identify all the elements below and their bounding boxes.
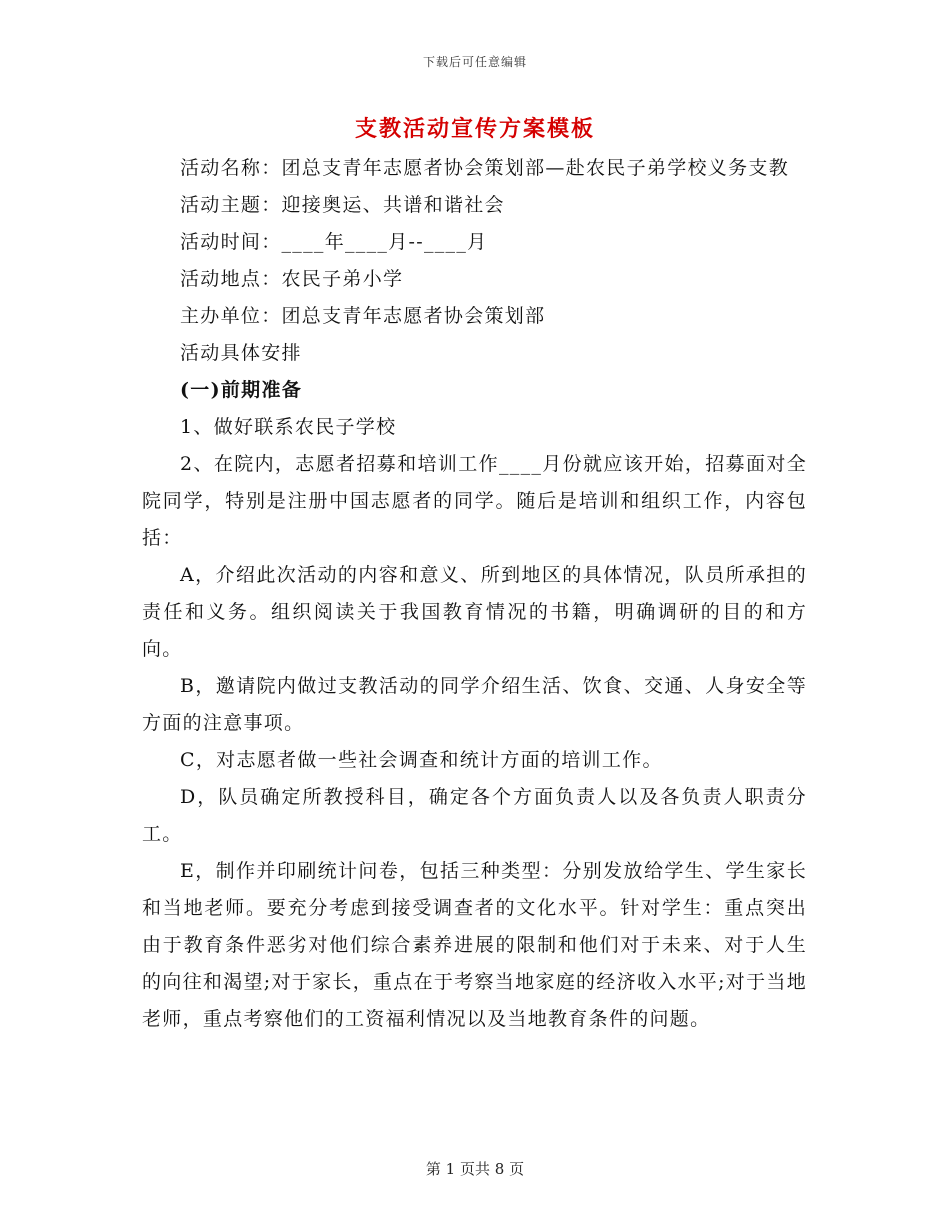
paragraph-item-d: D，队员确定所教授科目，确定各个方面负责人以及各负责人职责分工。 — [142, 786, 807, 845]
paragraph-activity-location: 活动地点：农民子弟小学 — [180, 268, 404, 290]
paragraph-item-2: 2、在院内，志愿者招募和培训工作____月份就应该开始，招募面对全院同学，特别是注册中国志愿者的同学。随后是培训和组织工作，内容包括： — [142, 453, 807, 549]
paragraph-item-b: B，邀请院内做过支教活动的同学介绍生活、饮食、交通、人身安全等方面的注意事项。 — [142, 675, 807, 734]
page-number-footer: 第 1 页共 8 页 — [425, 1160, 525, 1178]
paragraph-item-1: 1、做好联系农民子学校 — [180, 416, 397, 438]
section-heading-preparation: (一)前期准备 — [180, 379, 303, 401]
paragraph-activity-name: 活动名称：团总支青年志愿者协会策划部—赴农民子弟学校义务支教 — [180, 157, 790, 179]
paragraph-activity-theme: 活动主题：迎接奥运、共谱和谐社会 — [180, 194, 505, 216]
document-body — [142, 150, 807, 1038]
paragraph-arrangement-heading: 活动具体安排 — [180, 342, 302, 364]
paragraph-item-a: A，介绍此次活动的内容和意义、所到地区的具体情况，队员所承担的责任和义务。组织阅读关于我国教育情况的书籍，明确调研的目的和方向。 — [142, 564, 807, 660]
paragraph-organizer: 主办单位：团总支青年志愿者协会策划部 — [180, 305, 546, 327]
paragraph-item-c: C，对志愿者做一些社会调查和统计方面的培训工作。 — [180, 749, 663, 771]
document-title: 支教活动宣传方案模板 — [354, 116, 595, 142]
paragraph-activity-time: 活动时间：____年____月--____月 — [180, 231, 488, 253]
page-header-note: 下载后可任意编辑 — [422, 55, 527, 69]
paragraph-item-e: E，制作并印刷统计问卷，包括三种类型：分别发放给学生、学生家长和当地老师。要充分考虑到接受调查者的文化水平。针对学生：重点突出由于教育条件恶劣对他们综合素养进展的限制和他们对于未来、对于人生的向往和渴望;对于家长，重点在于考察当地家庭的经济收入水平;对于当地老师，重点考察他们的工资福利情况以及当地教育条件的问题。 — [142, 860, 808, 1030]
